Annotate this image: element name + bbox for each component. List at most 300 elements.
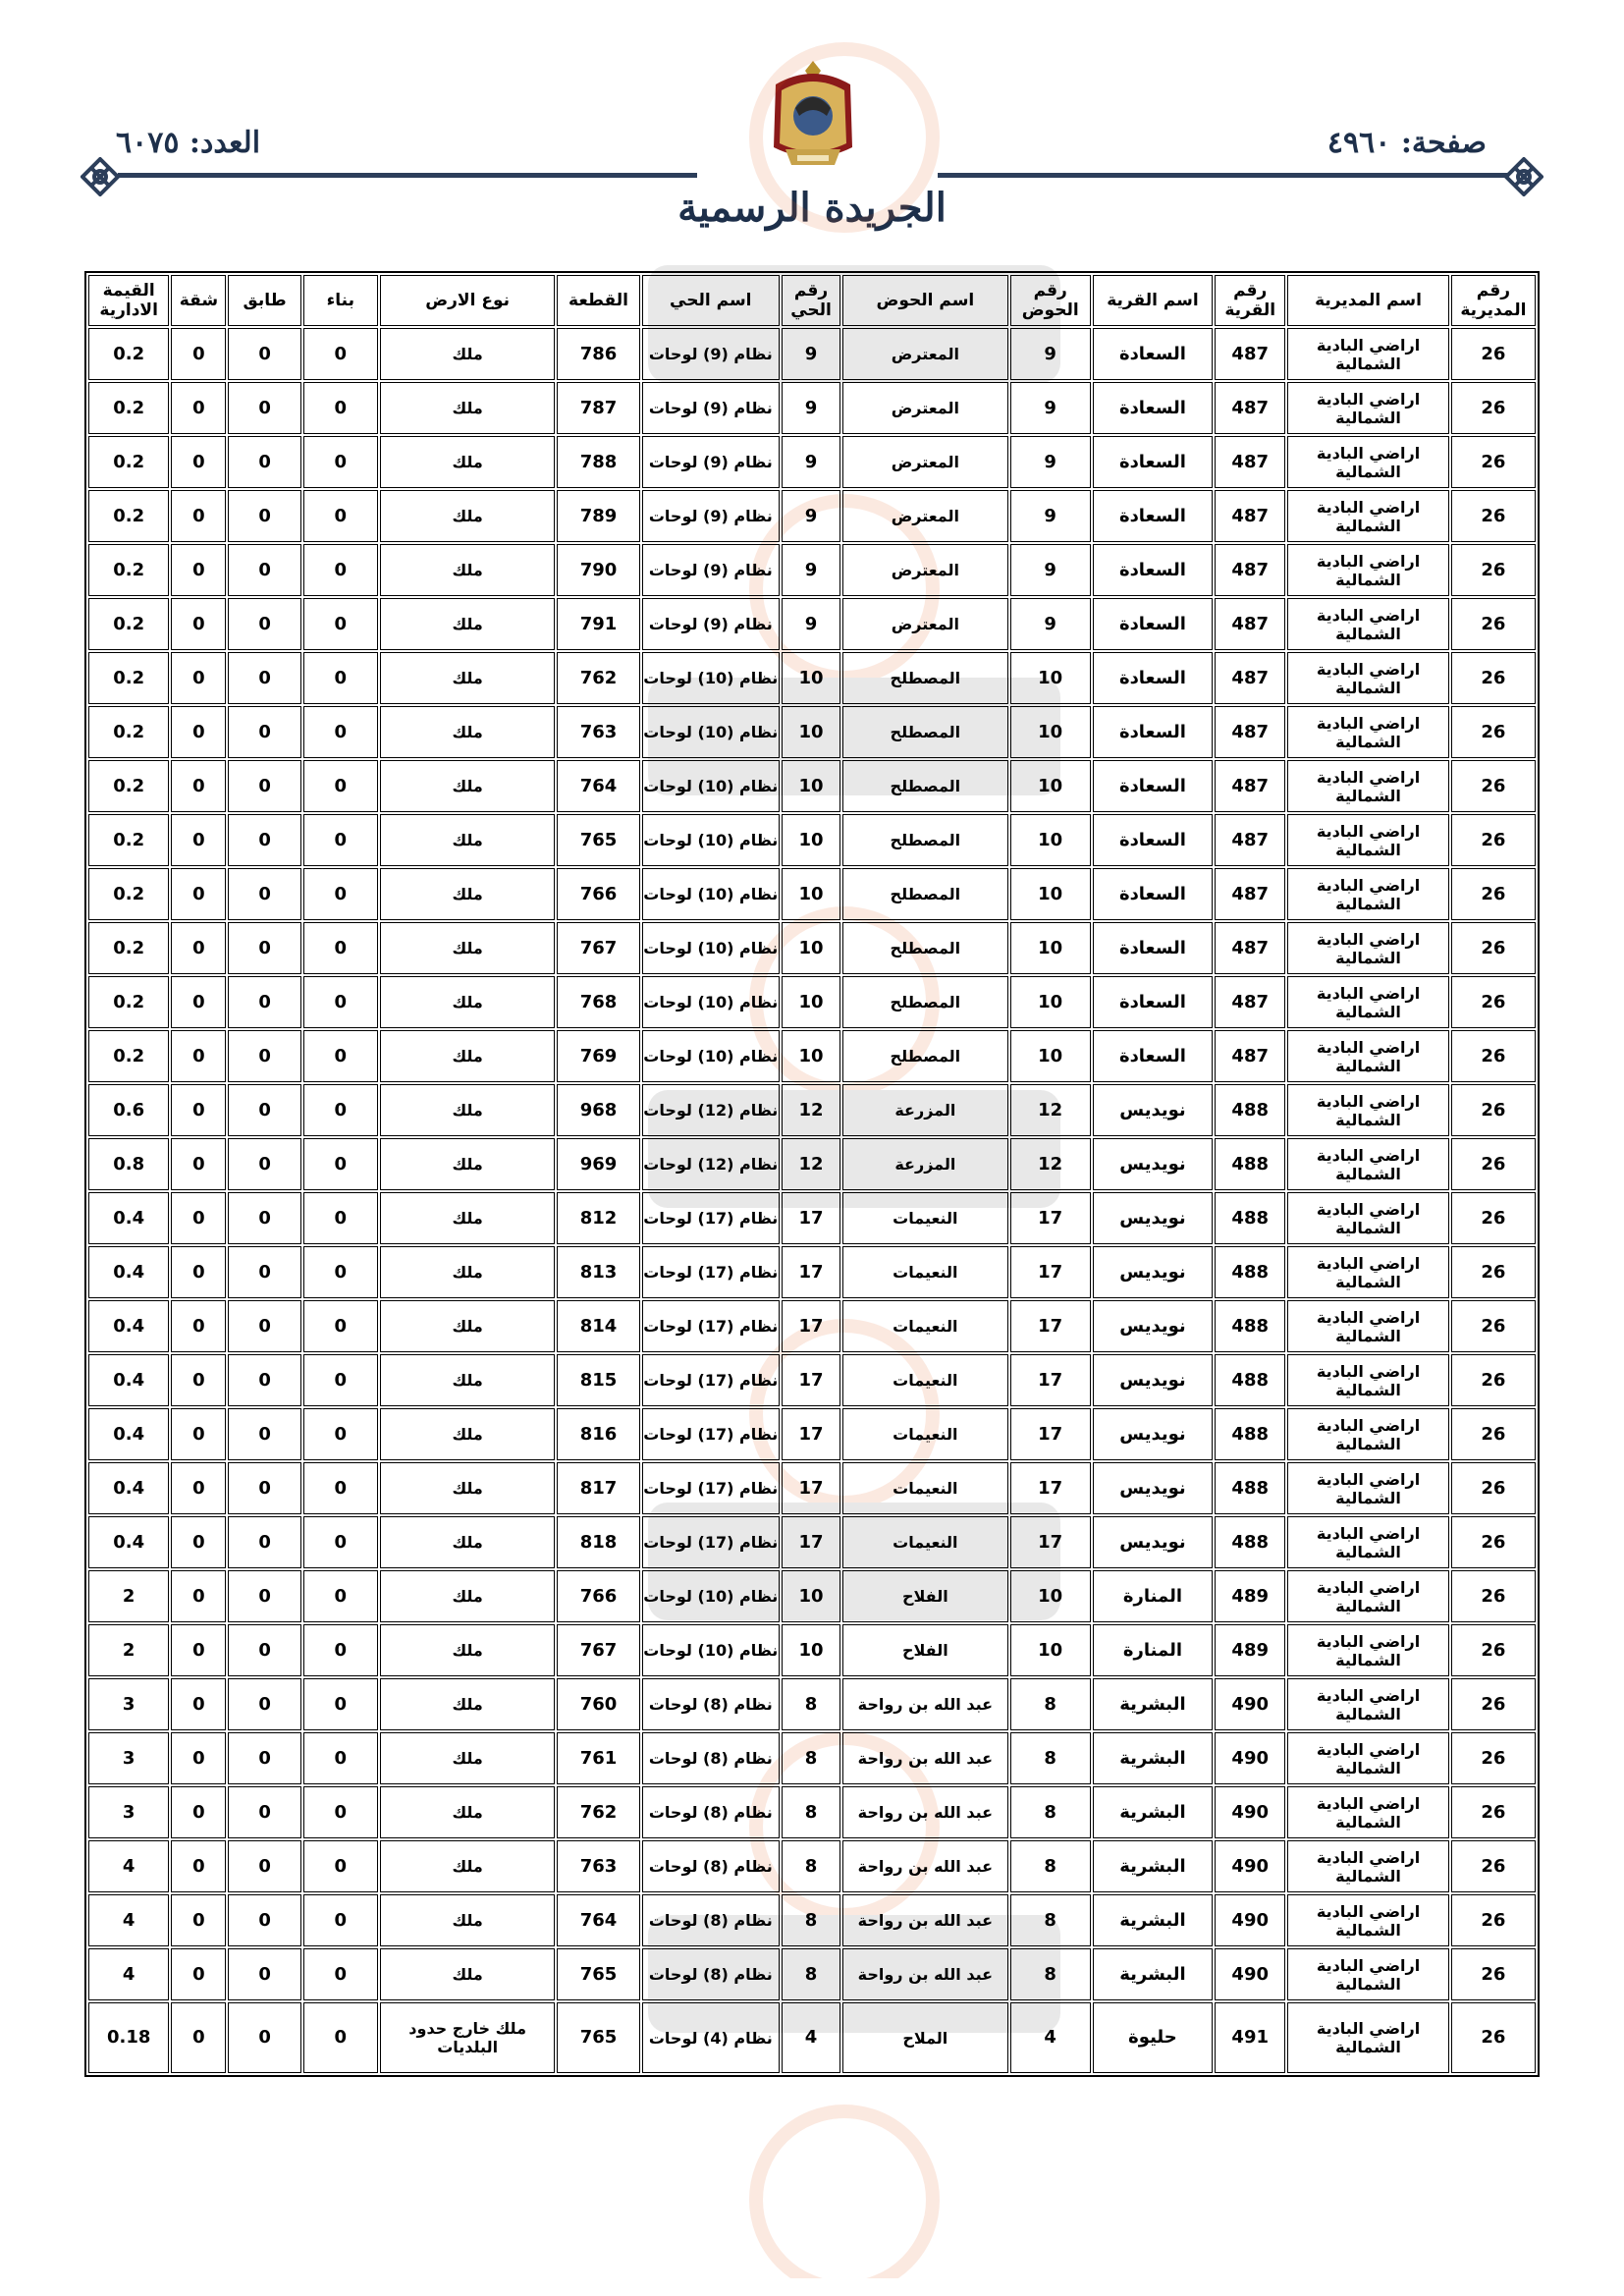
cell-col-village-no: 488 xyxy=(1215,1084,1285,1136)
cell-col-basin-no: 10 xyxy=(1010,1624,1091,1676)
cell-col-admin-value: 0.4 xyxy=(88,1246,169,1298)
table-row xyxy=(88,1786,1536,1838)
table-row xyxy=(88,1678,1536,1730)
cell-col-district-name: نظام (10) لوحات xyxy=(642,976,780,1028)
cell-col-district-name: نظام (12) لوحات xyxy=(642,1138,780,1190)
cell-col-parcel: 763 xyxy=(557,1840,639,1892)
cell-col-parcel: 767 xyxy=(557,1624,639,1676)
cell-col-village-no: 489 xyxy=(1215,1570,1285,1622)
cell-col-parcel: 813 xyxy=(557,1246,639,1298)
cell-col-village-name: نويديس xyxy=(1093,1192,1213,1244)
cell-col-basin-name: المزرعة xyxy=(842,1138,1007,1190)
cell-col-basin-no: 8 xyxy=(1010,1678,1091,1730)
cell-col-parcel: 968 xyxy=(557,1084,639,1136)
page-number: صفحة: ٤٩٦٠ xyxy=(1326,126,1487,160)
cell-col-basin-no: 8 xyxy=(1010,1948,1091,2000)
cell-col-building: 0 xyxy=(303,436,378,488)
cell-col-admin-value: 2 xyxy=(88,1624,169,1676)
cell-col-village-no: 488 xyxy=(1215,1354,1285,1406)
cell-col-district-no: 17 xyxy=(782,1192,840,1244)
cell-col-admin-value: 4 xyxy=(88,1894,169,1946)
cell-col-land-type: ملك xyxy=(380,544,555,596)
cell-col-basin-name: النعيمات xyxy=(842,1408,1007,1460)
header-col-building: بناء xyxy=(303,275,378,326)
cell-col-building: 0 xyxy=(303,760,378,812)
cell-col-village-name: نويديس xyxy=(1093,1246,1213,1298)
cell-col-apartment: 0 xyxy=(171,1246,226,1298)
cell-col-apartment: 0 xyxy=(171,1300,226,1352)
cell-col-parcel: 760 xyxy=(557,1678,639,1730)
cell-col-basin-name: المصطلح xyxy=(842,868,1007,920)
cell-col-directorate-name: اراضي البادية الشمالية xyxy=(1287,436,1448,488)
cell-col-floor: 0 xyxy=(228,1624,300,1676)
cell-col-admin-value: 0.4 xyxy=(88,1354,169,1406)
table-row xyxy=(88,2002,1536,2073)
cell-col-building: 0 xyxy=(303,1894,378,1946)
cell-col-basin-name: المصطلح xyxy=(842,652,1007,704)
cell-col-basin-no: 17 xyxy=(1010,1516,1091,1568)
cell-col-floor: 0 xyxy=(228,1030,300,1082)
cell-col-village-no: 487 xyxy=(1215,976,1285,1028)
cell-col-admin-value: 0.18 xyxy=(88,2002,169,2073)
cell-col-basin-no: 10 xyxy=(1010,706,1091,758)
cell-col-basin-no: 8 xyxy=(1010,1840,1091,1892)
cell-col-village-name: المنارة xyxy=(1093,1624,1213,1676)
cell-col-apartment: 0 xyxy=(171,2002,226,2073)
cell-col-directorate-name: اراضي البادية الشمالية xyxy=(1287,868,1448,920)
cell-col-directorate-no: 26 xyxy=(1451,2002,1536,2073)
table-row xyxy=(88,1030,1536,1082)
cell-col-district-no: 17 xyxy=(782,1354,840,1406)
header-rule-right xyxy=(938,173,1507,178)
cell-col-apartment: 0 xyxy=(171,1408,226,1460)
cell-col-land-type: ملك xyxy=(380,1786,555,1838)
cell-col-basin-name: المعترض xyxy=(842,328,1007,380)
cell-col-apartment: 0 xyxy=(171,1840,226,1892)
cell-col-directorate-name: اراضي البادية الشمالية xyxy=(1287,1570,1448,1622)
cell-col-apartment: 0 xyxy=(171,1462,226,1514)
cell-col-district-no: 8 xyxy=(782,1786,840,1838)
cell-col-building: 0 xyxy=(303,976,378,1028)
cell-col-directorate-name: اراضي البادية الشمالية xyxy=(1287,1084,1448,1136)
cell-col-land-type: ملك xyxy=(380,1462,555,1514)
cell-col-district-no: 8 xyxy=(782,1732,840,1784)
cell-col-parcel: 969 xyxy=(557,1138,639,1190)
cell-col-basin-no: 17 xyxy=(1010,1462,1091,1514)
cell-col-apartment: 0 xyxy=(171,382,226,434)
cell-col-admin-value: 0.2 xyxy=(88,490,169,542)
cell-col-district-name: نظام (10) لوحات xyxy=(642,922,780,974)
cell-col-district-name: نظام (8) لوحات xyxy=(642,1840,780,1892)
cell-col-floor: 0 xyxy=(228,706,300,758)
cell-col-directorate-name: اراضي البادية الشمالية xyxy=(1287,2002,1448,2073)
cell-col-basin-name: الفلاح xyxy=(842,1570,1007,1622)
table-row xyxy=(88,1948,1536,2000)
cell-col-land-type: ملك xyxy=(380,1246,555,1298)
jordan-coat-of-arms-icon xyxy=(762,57,864,173)
cell-col-district-no: 10 xyxy=(782,1570,840,1622)
cell-col-building: 0 xyxy=(303,868,378,920)
table-row xyxy=(88,652,1536,704)
cell-col-apartment: 0 xyxy=(171,868,226,920)
cell-col-directorate-name: اراضي البادية الشمالية xyxy=(1287,760,1448,812)
cell-col-district-no: 10 xyxy=(782,814,840,866)
cell-col-parcel: 765 xyxy=(557,814,639,866)
cell-col-basin-name: عبد الله بن رواحة xyxy=(842,1840,1007,1892)
cell-col-land-type: ملك xyxy=(380,1840,555,1892)
cell-col-basin-name: النعيمات xyxy=(842,1300,1007,1352)
cell-col-directorate-no: 26 xyxy=(1451,652,1536,704)
cell-col-village-no: 487 xyxy=(1215,382,1285,434)
cell-col-apartment: 0 xyxy=(171,1030,226,1082)
cell-col-land-type: ملك xyxy=(380,1354,555,1406)
cell-col-directorate-name: اراضي البادية الشمالية xyxy=(1287,544,1448,596)
cell-col-basin-name: المصطلح xyxy=(842,1030,1007,1082)
cell-col-land-type: ملك xyxy=(380,1570,555,1622)
cell-col-directorate-name: اراضي البادية الشمالية xyxy=(1287,814,1448,866)
cell-col-directorate-no: 26 xyxy=(1451,1516,1536,1568)
cell-col-directorate-name: اراضي البادية الشمالية xyxy=(1287,328,1448,380)
cell-col-apartment: 0 xyxy=(171,1948,226,2000)
cell-col-land-type: ملك xyxy=(380,868,555,920)
cell-col-district-name: نظام (8) لوحات xyxy=(642,1678,780,1730)
cell-col-directorate-name: اراضي البادية الشمالية xyxy=(1287,598,1448,650)
header-rule-left xyxy=(118,173,697,178)
cell-col-admin-value: 0.2 xyxy=(88,544,169,596)
cell-col-parcel: 764 xyxy=(557,760,639,812)
cell-col-admin-value: 2 xyxy=(88,1570,169,1622)
cell-col-basin-no: 10 xyxy=(1010,922,1091,974)
cell-col-village-no: 490 xyxy=(1215,1894,1285,1946)
cell-col-directorate-no: 26 xyxy=(1451,1786,1536,1838)
issue-number: العدد: ٦٠٧٥ xyxy=(116,126,261,160)
cell-col-floor: 0 xyxy=(228,598,300,650)
cell-col-district-no: 10 xyxy=(782,652,840,704)
cell-col-building: 0 xyxy=(303,1786,378,1838)
table-row xyxy=(88,490,1536,542)
cell-col-land-type: ملك xyxy=(380,490,555,542)
cell-col-admin-value: 0.2 xyxy=(88,436,169,488)
cell-col-directorate-no: 26 xyxy=(1451,1084,1536,1136)
header-col-district-no: رقم الحي xyxy=(782,275,840,326)
cell-col-apartment: 0 xyxy=(171,976,226,1028)
table-row xyxy=(88,976,1536,1028)
cell-col-building: 0 xyxy=(303,1138,378,1190)
cell-col-village-name: حليوة xyxy=(1093,2002,1213,2073)
cell-col-parcel: 767 xyxy=(557,922,639,974)
cell-col-parcel: 764 xyxy=(557,1894,639,1946)
cell-col-village-no: 487 xyxy=(1215,544,1285,596)
cell-col-directorate-no: 26 xyxy=(1451,1732,1536,1784)
cell-col-directorate-name: اراضي البادية الشمالية xyxy=(1287,706,1448,758)
cell-col-district-name: نظام (9) لوحات xyxy=(642,598,780,650)
cell-col-apartment: 0 xyxy=(171,1624,226,1676)
cell-col-admin-value: 0.4 xyxy=(88,1192,169,1244)
cell-col-parcel: 788 xyxy=(557,436,639,488)
table-header-row xyxy=(88,275,1536,326)
cell-col-district-no: 9 xyxy=(782,328,840,380)
table-row xyxy=(88,1732,1536,1784)
cell-col-village-name: السعادة xyxy=(1093,436,1213,488)
cell-col-directorate-name: اراضي البادية الشمالية xyxy=(1287,1300,1448,1352)
cell-col-directorate-no: 26 xyxy=(1451,976,1536,1028)
cell-col-basin-name: عبد الله بن رواحة xyxy=(842,1732,1007,1784)
cell-col-village-name: البشرية xyxy=(1093,1678,1213,1730)
cell-col-village-name: السعادة xyxy=(1093,598,1213,650)
cell-col-basin-no: 12 xyxy=(1010,1084,1091,1136)
cell-col-district-name: نظام (17) لوحات xyxy=(642,1516,780,1568)
cell-col-directorate-no: 26 xyxy=(1451,328,1536,380)
cell-col-admin-value: 4 xyxy=(88,1840,169,1892)
cell-col-apartment: 0 xyxy=(171,328,226,380)
cell-col-district-no: 9 xyxy=(782,382,840,434)
cell-col-village-name: البشرية xyxy=(1093,1948,1213,2000)
table-body xyxy=(88,328,1536,2073)
cell-col-directorate-name: اراضي البادية الشمالية xyxy=(1287,1516,1448,1568)
cell-col-basin-name: المعترض xyxy=(842,490,1007,542)
cell-col-apartment: 0 xyxy=(171,1570,226,1622)
cell-col-village-no: 488 xyxy=(1215,1300,1285,1352)
cell-col-district-name: نظام (17) لوحات xyxy=(642,1246,780,1298)
cell-col-directorate-no: 26 xyxy=(1451,598,1536,650)
cell-col-admin-value: 0.2 xyxy=(88,598,169,650)
cell-col-building: 0 xyxy=(303,1084,378,1136)
cell-col-village-name: السعادة xyxy=(1093,652,1213,704)
cell-col-floor: 0 xyxy=(228,1408,300,1460)
cell-col-basin-name: المصطلح xyxy=(842,706,1007,758)
cell-col-basin-name: النعيمات xyxy=(842,1516,1007,1568)
cell-col-parcel: 769 xyxy=(557,1030,639,1082)
cell-col-village-name: نويديس xyxy=(1093,1462,1213,1514)
cell-col-directorate-no: 26 xyxy=(1451,382,1536,434)
cell-col-parcel: 763 xyxy=(557,706,639,758)
table-row xyxy=(88,1084,1536,1136)
cell-col-basin-name: المعترض xyxy=(842,598,1007,650)
cell-col-floor: 0 xyxy=(228,1354,300,1406)
cell-col-apartment: 0 xyxy=(171,1192,226,1244)
cell-col-admin-value: 0.2 xyxy=(88,814,169,866)
cell-col-basin-no: 9 xyxy=(1010,544,1091,596)
cell-col-district-name: نظام (8) لوحات xyxy=(642,1948,780,2000)
cell-col-land-type: ملك xyxy=(380,1030,555,1082)
cell-col-land-type: ملك xyxy=(380,1948,555,2000)
header-col-floor: طابق xyxy=(228,275,300,326)
cell-col-district-no: 10 xyxy=(782,760,840,812)
cell-col-land-type: ملك xyxy=(380,1894,555,1946)
cell-col-village-no: 490 xyxy=(1215,1678,1285,1730)
cell-col-village-name: البشرية xyxy=(1093,1840,1213,1892)
cell-col-village-no: 487 xyxy=(1215,868,1285,920)
cell-col-building: 0 xyxy=(303,1678,378,1730)
cell-col-building: 0 xyxy=(303,1300,378,1352)
cell-col-basin-name: عبد الله بن رواحة xyxy=(842,1894,1007,1946)
cell-col-admin-value: 0.2 xyxy=(88,1030,169,1082)
cell-col-village-no: 487 xyxy=(1215,598,1285,650)
header-col-basin-no: رقم الحوض xyxy=(1010,275,1091,326)
cell-col-building: 0 xyxy=(303,2002,378,2073)
cell-col-land-type: ملك xyxy=(380,814,555,866)
cell-col-floor: 0 xyxy=(228,1786,300,1838)
cell-col-village-name: نويديس xyxy=(1093,1516,1213,1568)
cell-col-land-type: ملك xyxy=(380,382,555,434)
cell-col-basin-name: الفلاح xyxy=(842,1624,1007,1676)
cell-col-directorate-name: اراضي البادية الشمالية xyxy=(1287,1462,1448,1514)
cell-col-basin-name: النعيمات xyxy=(842,1354,1007,1406)
cell-col-floor: 0 xyxy=(228,544,300,596)
cell-col-apartment: 0 xyxy=(171,1678,226,1730)
cell-col-basin-name: الملاح xyxy=(842,2002,1007,2073)
cell-col-admin-value: 0.2 xyxy=(88,922,169,974)
cell-col-land-type: ملك xyxy=(380,328,555,380)
cell-col-parcel: 762 xyxy=(557,1786,639,1838)
table-row xyxy=(88,328,1536,380)
cell-col-directorate-no: 26 xyxy=(1451,1138,1536,1190)
cell-col-village-name: نويديس xyxy=(1093,1300,1213,1352)
cell-col-floor: 0 xyxy=(228,1840,300,1892)
cell-col-village-no: 487 xyxy=(1215,1030,1285,1082)
cell-col-directorate-name: اراضي البادية الشمالية xyxy=(1287,382,1448,434)
cell-col-admin-value: 3 xyxy=(88,1786,169,1838)
cell-col-village-name: السعادة xyxy=(1093,760,1213,812)
header-col-directorate-name: اسم المديرية xyxy=(1287,275,1448,326)
cell-col-floor: 0 xyxy=(228,1192,300,1244)
cell-col-village-no: 487 xyxy=(1215,814,1285,866)
cell-col-parcel: 766 xyxy=(557,1570,639,1622)
cell-col-district-no: 9 xyxy=(782,544,840,596)
cell-col-land-type: ملك xyxy=(380,1300,555,1352)
cell-col-land-type: ملك xyxy=(380,1192,555,1244)
cell-col-village-no: 490 xyxy=(1215,1840,1285,1892)
cell-col-building: 0 xyxy=(303,814,378,866)
cell-col-village-name: السعادة xyxy=(1093,544,1213,596)
cell-col-district-no: 17 xyxy=(782,1246,840,1298)
cell-col-parcel: 791 xyxy=(557,598,639,650)
cell-col-district-no: 10 xyxy=(782,1624,840,1676)
cell-col-directorate-name: اراضي البادية الشمالية xyxy=(1287,1678,1448,1730)
cell-col-apartment: 0 xyxy=(171,598,226,650)
table-row xyxy=(88,1408,1536,1460)
cell-col-village-no: 488 xyxy=(1215,1408,1285,1460)
cell-col-building: 0 xyxy=(303,1030,378,1082)
cell-col-directorate-no: 26 xyxy=(1451,1624,1536,1676)
cell-col-basin-no: 10 xyxy=(1010,976,1091,1028)
cell-col-basin-no: 10 xyxy=(1010,652,1091,704)
cell-col-admin-value: 0.4 xyxy=(88,1408,169,1460)
cell-col-land-type: ملك xyxy=(380,598,555,650)
cell-col-basin-no: 9 xyxy=(1010,490,1091,542)
cell-col-basin-no: 17 xyxy=(1010,1408,1091,1460)
cell-col-basin-no: 4 xyxy=(1010,2002,1091,2073)
cell-col-basin-no: 8 xyxy=(1010,1894,1091,1946)
cell-col-admin-value: 0.4 xyxy=(88,1516,169,1568)
header-col-apartment: شقة xyxy=(171,275,226,326)
cell-col-basin-no: 9 xyxy=(1010,328,1091,380)
cell-col-village-no: 488 xyxy=(1215,1192,1285,1244)
cell-col-parcel: 815 xyxy=(557,1354,639,1406)
cell-col-building: 0 xyxy=(303,1354,378,1406)
cell-col-district-no: 17 xyxy=(782,1408,840,1460)
cell-col-directorate-name: اراضي البادية الشمالية xyxy=(1287,1732,1448,1784)
cell-col-directorate-no: 26 xyxy=(1451,814,1536,866)
cell-col-floor: 0 xyxy=(228,1732,300,1784)
cell-col-land-type: ملك xyxy=(380,760,555,812)
cell-col-district-name: نظام (8) لوحات xyxy=(642,1786,780,1838)
cell-col-floor: 0 xyxy=(228,760,300,812)
cell-col-floor: 0 xyxy=(228,436,300,488)
cell-col-land-type: ملك xyxy=(380,1084,555,1136)
cell-col-floor: 0 xyxy=(228,382,300,434)
cell-col-village-name: نويديس xyxy=(1093,1354,1213,1406)
valuation-table-container xyxy=(84,271,1540,2077)
cell-col-village-name: نويديس xyxy=(1093,1138,1213,1190)
table-row xyxy=(88,1570,1536,1622)
cell-col-parcel: 818 xyxy=(557,1516,639,1568)
table-row xyxy=(88,868,1536,920)
cell-col-building: 0 xyxy=(303,1408,378,1460)
cell-col-admin-value: 4 xyxy=(88,1948,169,2000)
cell-col-land-type: ملك xyxy=(380,976,555,1028)
cell-col-land-type: ملك xyxy=(380,1516,555,1568)
cell-col-directorate-no: 26 xyxy=(1451,544,1536,596)
cell-col-floor: 0 xyxy=(228,1138,300,1190)
cell-col-district-name: نظام (10) لوحات xyxy=(642,652,780,704)
cell-col-village-no: 490 xyxy=(1215,1786,1285,1838)
cell-col-basin-name: عبد الله بن رواحة xyxy=(842,1678,1007,1730)
cell-col-basin-no: 17 xyxy=(1010,1246,1091,1298)
cell-col-building: 0 xyxy=(303,1732,378,1784)
cell-col-district-name: نظام (17) لوحات xyxy=(642,1192,780,1244)
cell-col-village-no: 490 xyxy=(1215,1948,1285,2000)
header-col-village-name: اسم القرية xyxy=(1093,275,1213,326)
cell-col-village-name: المنارة xyxy=(1093,1570,1213,1622)
cell-col-parcel: 814 xyxy=(557,1300,639,1352)
cell-col-apartment: 0 xyxy=(171,1084,226,1136)
cell-col-basin-no: 10 xyxy=(1010,760,1091,812)
cell-col-floor: 0 xyxy=(228,652,300,704)
cell-col-apartment: 0 xyxy=(171,544,226,596)
cell-col-basin-no: 8 xyxy=(1010,1732,1091,1784)
cell-col-directorate-name: اراضي البادية الشمالية xyxy=(1287,1894,1448,1946)
cell-col-district-name: نظام (10) لوحات xyxy=(642,1030,780,1082)
cell-col-building: 0 xyxy=(303,1840,378,1892)
cell-col-district-name: نظام (4) لوحات xyxy=(642,2002,780,2073)
cell-col-village-no: 489 xyxy=(1215,1624,1285,1676)
cell-col-land-type: ملك xyxy=(380,1138,555,1190)
cell-col-apartment: 0 xyxy=(171,922,226,974)
cell-col-floor: 0 xyxy=(228,922,300,974)
table-row xyxy=(88,1624,1536,1676)
cell-col-district-name: نظام (17) لوحات xyxy=(642,1462,780,1514)
cell-col-district-name: نظام (9) لوحات xyxy=(642,382,780,434)
cell-col-directorate-no: 26 xyxy=(1451,1300,1536,1352)
cell-col-floor: 0 xyxy=(228,490,300,542)
cell-col-directorate-name: اراضي البادية الشمالية xyxy=(1287,652,1448,704)
cell-col-district-no: 10 xyxy=(782,1030,840,1082)
cell-col-admin-value: 0.2 xyxy=(88,976,169,1028)
cell-col-village-name: السعادة xyxy=(1093,328,1213,380)
header-col-land-type: نوع الارض xyxy=(380,275,555,326)
cell-col-land-type: ملك xyxy=(380,1678,555,1730)
table-row xyxy=(88,544,1536,596)
table-row xyxy=(88,922,1536,974)
cell-col-village-name: السعادة xyxy=(1093,922,1213,974)
table-row xyxy=(88,1840,1536,1892)
cell-col-building: 0 xyxy=(303,922,378,974)
cell-col-admin-value: 3 xyxy=(88,1678,169,1730)
cell-col-directorate-no: 26 xyxy=(1451,1840,1536,1892)
cell-col-parcel: 812 xyxy=(557,1192,639,1244)
cell-col-directorate-name: اراضي البادية الشمالية xyxy=(1287,1408,1448,1460)
